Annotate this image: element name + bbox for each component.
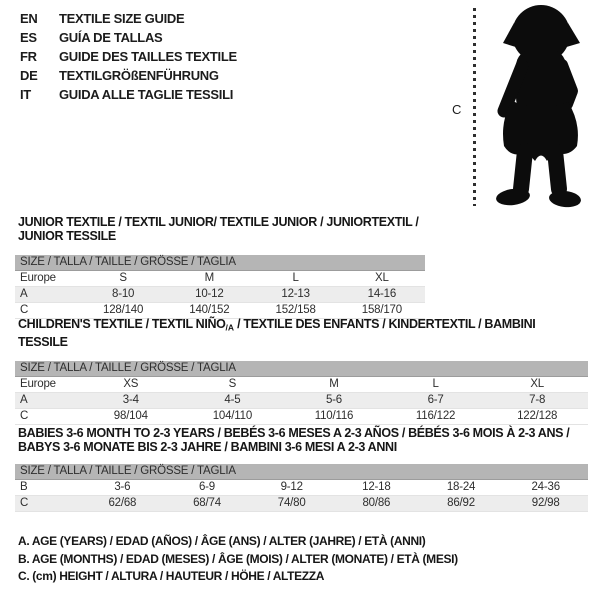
language-title: TEXTILGRÖßENFÜHRUNG <box>59 68 219 83</box>
row-cell: 12-18 <box>362 481 391 493</box>
row-cell: 62/68 <box>108 497 137 509</box>
row-cell: M <box>329 377 339 390</box>
row-cell: 6-7 <box>427 393 444 406</box>
footnote: C. (cm) HEIGHT / ALTURA / HAUTEUR / HÖHE / ALTEZZA <box>18 569 325 583</box>
row-cell: 98/104 <box>113 409 148 422</box>
row-cell: 6-9 <box>198 481 216 493</box>
row-cell: 3-4 <box>122 393 139 406</box>
row-label: A <box>20 393 28 406</box>
footnote: A. AGE (YEARS) / EDAD (AÑOS) / ÂGE (ANS) / ALTER (JAHRE) / ETÀ (ANNI) <box>18 534 426 548</box>
row-cell: 116/122 <box>415 409 456 422</box>
row-cell: 5-6 <box>325 393 342 406</box>
table-title <box>15 317 588 349</box>
table-title <box>15 215 425 243</box>
footnote-legend <box>18 533 458 586</box>
language-code: FR <box>20 49 37 64</box>
row-cell: 12-13 <box>281 288 310 300</box>
title-segment: JUNIOR TEXTILE / TEXTIL JUNIOR/ TEXTILE JUNIOR / JUNIORTEXTIL / JUNIOR TESSILE <box>18 215 419 243</box>
size-table-children <box>15 317 588 425</box>
table-rows <box>15 377 588 425</box>
size-header-bar: SIZE / TALLA / TAILLE / GRÖSSE / TAGLIA <box>15 361 588 377</box>
table-title-line <box>18 426 588 440</box>
table-row <box>15 287 425 303</box>
title-segment: /A <box>225 322 235 333</box>
row-label: C <box>20 497 29 509</box>
language-row <box>20 9 237 28</box>
size-table-babies <box>15 426 588 512</box>
language-code: EN <box>20 11 38 26</box>
row-cell: XS <box>123 377 139 390</box>
row-label: C <box>20 409 29 422</box>
row-cell: 122/128 <box>517 409 558 422</box>
row-cell: S <box>228 377 237 390</box>
row-cell: 4-5 <box>224 393 241 406</box>
row-cell: XL <box>530 377 544 390</box>
row-cell: 24-36 <box>531 481 560 493</box>
row-cell: 152/158 <box>275 304 316 316</box>
row-cell: S <box>119 272 127 284</box>
row-cell: 158/170 <box>361 304 402 316</box>
table-rows <box>15 271 425 319</box>
row-label: C <box>20 304 29 316</box>
height-dotted-line <box>473 8 476 206</box>
row-cell: 3-6 <box>114 481 131 493</box>
row-cell: 14-16 <box>367 288 397 300</box>
table-title-line <box>18 317 588 349</box>
size-header-bar: SIZE / TALLA / TAILLE / GRÖSSE / TAGLIA <box>15 464 588 480</box>
language-title: GUÍA DE TALLAS <box>59 30 163 45</box>
title-segment: CHILDREN'S TEXTILE / TEXTIL NIÑO <box>18 317 226 331</box>
table-rows <box>15 480 588 512</box>
table-row <box>15 496 588 512</box>
row-cell: 128/140 <box>103 304 144 316</box>
title-segment: BABYS 3-6 MONATE BIS 2-3 JAHRE / BAMBINI 3-6 MESI A 2-3 ANNI <box>18 440 397 454</box>
title-segment: / TEXTILE DES ENFANTS / KINDERTEXTIL / BAMBINI TESSILE <box>18 317 536 349</box>
table-row <box>15 480 588 496</box>
row-cell: 9-12 <box>280 481 303 493</box>
row-cell: M <box>204 272 215 284</box>
language-row <box>20 85 237 104</box>
row-label: B <box>20 481 28 493</box>
language-row <box>20 47 237 66</box>
language-code: DE <box>20 68 38 83</box>
title-segment: BABIES 3-6 MONTH TO 2-3 YEARS / BEBÉS 3-6 MESES A 2-3 AÑOS / BÉBÉS 3-6 MOIS À 2-3 ANS / <box>18 426 570 440</box>
row-cell: 92/98 <box>531 497 560 509</box>
row-cell: L <box>292 272 299 284</box>
row-cell: 7-8 <box>529 393 546 406</box>
row-cell: 110/116 <box>314 409 354 422</box>
language-code: IT <box>20 87 31 102</box>
size-table-junior <box>15 215 425 319</box>
language-row <box>20 28 237 47</box>
row-cell: L <box>432 377 439 390</box>
table-row <box>15 409 588 425</box>
toddler-silhouette-icon <box>478 3 600 210</box>
row-cell: 8-10 <box>112 288 135 300</box>
table-row <box>15 393 588 409</box>
language-title: GUIDE DES TAILLES TEXTILE <box>59 49 237 64</box>
height-label-c: C <box>452 102 462 117</box>
table-title-line <box>18 440 588 454</box>
row-cell: 140/152 <box>189 304 230 316</box>
language-code: ES <box>20 30 37 45</box>
row-cell: 10-12 <box>195 288 224 300</box>
table-row <box>15 271 425 287</box>
row-label: Europe <box>20 272 56 284</box>
language-row <box>20 66 237 85</box>
row-cell: 104/110 <box>212 409 253 422</box>
row-cell: 74/80 <box>277 497 306 509</box>
row-cell: XL <box>375 272 389 284</box>
table-title-line <box>18 215 425 243</box>
table-title <box>15 426 588 454</box>
row-label: Europe <box>20 377 56 390</box>
language-title: TEXTILE SIZE GUIDE <box>59 11 185 26</box>
row-cell: 86/92 <box>447 497 475 509</box>
row-label: A <box>20 288 28 300</box>
size-header-bar: SIZE / TALLA / TAILLE / GRÖSSE / TAGLIA <box>15 255 425 271</box>
row-cell: 18-24 <box>446 481 476 493</box>
row-cell: 80/86 <box>362 497 391 509</box>
footnote: B. AGE (MONTHS) / EDAD (MESES) / ÂGE (MOIS) / ALTER (MONATE) / ETÀ (MESI) <box>18 551 458 566</box>
row-cell: 68/74 <box>193 497 221 509</box>
table-row <box>15 377 588 393</box>
language-list <box>20 9 237 104</box>
language-title: GUIDA ALLE TAGLIE TESSILI <box>59 87 234 102</box>
